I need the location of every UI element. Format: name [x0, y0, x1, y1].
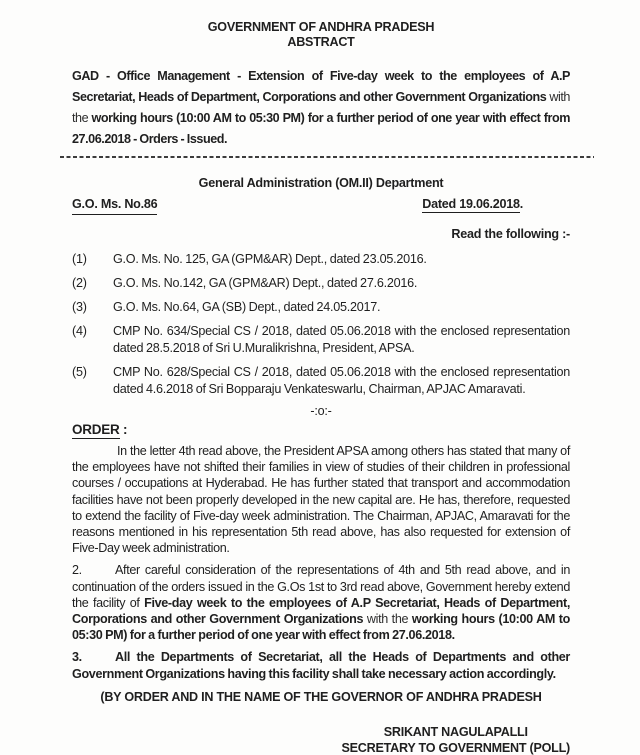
read-the-following-label: Read the following :-: [451, 227, 570, 241]
reference-text: CMP No. 628/Special CS / 2018, dated 05.06.2018 with the enclosed representation dated 4.6.2018 of Sri Bopparaju Venkateswarlu, Chairman, APJAC Amaravati.: [113, 365, 570, 396]
order-heading-colon: :: [119, 422, 128, 437]
signatory-name: SRIKANT NAGULAPALLI: [383, 724, 528, 739]
order-heading-text: ORDER: [72, 422, 120, 437]
para2-regular-1: After careful consideration of the representations of 4th and 5th read above, and in continuation of the orders issued in the G.Os 1st to 3rd read above, Government hereby extend the facility of: [72, 563, 570, 610]
order-paragraph-2: [72, 562, 570, 643]
go-number: G.O. Ms. No.86: [72, 196, 157, 215]
go-number-line: [72, 196, 570, 215]
reference-item: [72, 364, 570, 398]
reference-list: [72, 251, 570, 398]
dashed-separator: [60, 156, 594, 158]
order-paragraph-1: In the letter 4th read above, the President APSA among others has stated that many of the employees have not shifted their families in view of studies of their children in professional courses / occupations at Hyderabad. He has further stated that transport and accommodation facilities have not been properly developed in the new capital are. He has, therefore, requested to extend the facility of Five-day week administration. The Chairman, APJAC, Amaravati for the reasons mentioned in his representation 5th read above, has also requested for extension of Five-Day week administration.: [72, 444, 570, 556]
dated-period: .: [519, 197, 523, 211]
reference-text: G.O. Ms. No. 125, GA (GPM&AR) Dept., dated 23.05.2016.: [113, 252, 427, 266]
reference-item: [72, 251, 570, 268]
document-subtitle: ABSTRACT: [287, 35, 355, 49]
abstract-paragraph: [72, 66, 570, 150]
dated-value: Dated 19.06.2018: [422, 197, 520, 211]
by-order-line: (BY ORDER AND IN THE NAME OF THE GOVERNOR OF ANDHRA PRADESH: [100, 689, 542, 704]
reference-number: (5): [72, 365, 87, 379]
paragraph-number: 3.: [72, 650, 82, 665]
order-paragraph-3: [72, 649, 570, 681]
reference-text: G.O. Ms. No.142, GA (GPM&AR) Dept., dated 27.6.2016.: [113, 276, 418, 290]
abstract-regular-1: with the: [72, 90, 570, 125]
reference-item: [72, 323, 570, 357]
signature-block: [341, 724, 570, 755]
reference-number: (2): [72, 276, 87, 290]
para2-regular-2: with the: [363, 612, 412, 627]
para3-text: All the Departments of Secretariat, all the Heads of Departments and other Government Organizations having this facility shall take necessary action accordingly.: [72, 650, 570, 681]
abstract-bold-1: GAD - Office Management - Extension of Five-day week to the employees of A.P Secretariat, Heads of Department, Corporations and other Government Organizations: [72, 69, 570, 104]
para2-bold-1: Five-day week to the employees of A.P Secretariat, Heads of Department, Corporations and other Government Organizations: [72, 595, 570, 627]
document-title: GOVERNMENT OF ANDHRA PRADESH: [207, 20, 435, 34]
reference-number: (3): [72, 300, 87, 314]
reference-item: [72, 275, 570, 292]
paragraph-number: 2.: [72, 563, 82, 578]
department-line: General Administration (OM.II) Department: [198, 176, 444, 190]
order-heading: [72, 421, 570, 438]
reference-item: [72, 299, 570, 316]
para2-bold-2: working hours (10:00 AM to 05:30 PM) for a further period of one year with effect from 27.06.2018.: [72, 612, 570, 643]
reference-number: (1): [72, 252, 87, 266]
section-divider: -:o:-: [310, 404, 332, 418]
abstract-bold-2: working hours (10:00 AM to 05:30 PM) for a further period of one year with effect from 27.06.2018 - Orders - Issued.: [72, 111, 570, 146]
signatory-title: SECRETARY TO GOVERNMENT (POLL): [341, 740, 570, 755]
reference-text: G.O. Ms. No.64, GA (SB) Dept., dated 24.05.2017.: [113, 300, 381, 314]
dated-line: [422, 196, 523, 215]
reference-text: CMP No. 634/Special CS / 2018, dated 05.06.2018 with the enclosed representation dated 28.5.2018 of Sri U.Muralikrishna, President, APSA.: [113, 324, 570, 355]
reference-number: (4): [72, 324, 87, 338]
